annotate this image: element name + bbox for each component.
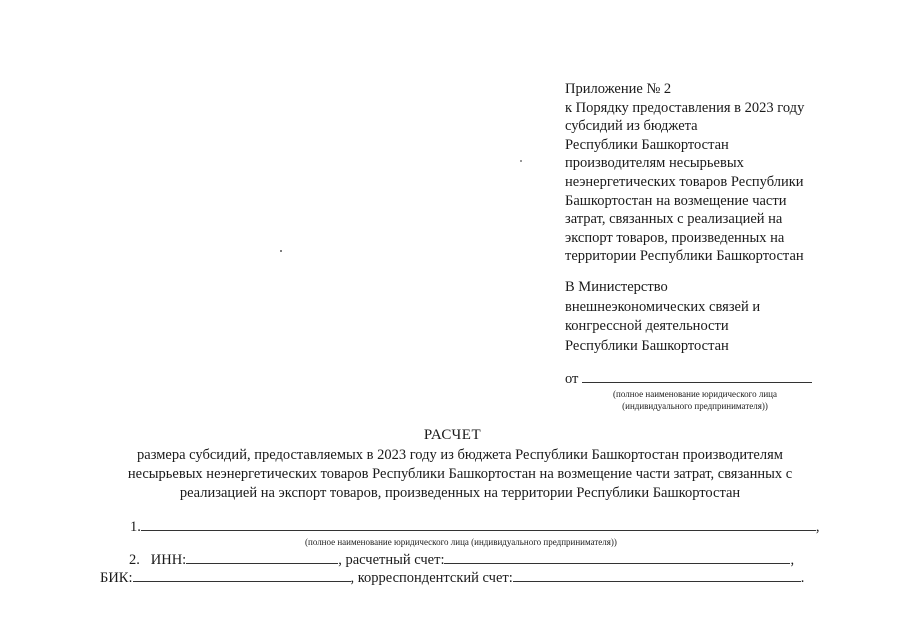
corr-account-label: , корреспондентский счет: [350,570,513,586]
from-label: от [565,371,579,387]
annex-line: Башкортостан на возмещение части [565,192,787,209]
scan-speck [520,160,522,162]
annex-line: производителям несырьевых [565,155,744,172]
annex-line: экспорт товаров, произведенных на [565,229,785,246]
annex-line: Приложение № 2 [565,81,672,97]
from-row [565,368,812,388]
punctuation: . [800,570,805,586]
annex-line: Республики Башкортостан [565,136,729,153]
annex-line: субсидий из бюджета [565,118,698,135]
account-label: , расчетный счет: [338,552,445,568]
annex-line: к Порядку предоставления в 2023 году [565,99,805,116]
company-name-hint: (полное наименование юридического лица (индивидуального предпринимателя)) [305,537,617,547]
from-hint-line: (полное наименование юридического лица [613,389,777,399]
annex-header [565,80,825,266]
bik-blank[interactable] [133,568,351,582]
bik-label: БИК: [100,570,133,586]
scan-speck [280,250,282,252]
field-row-name [130,517,820,536]
field-row-inn [129,550,794,569]
annex-line: неэнергетических товаров Республики [565,173,804,190]
description-line: размера субсидий, предоставляемых в 2023 году из бюджета Республики Башкортостан производителям [137,447,783,463]
description-line: реализацией на экспорт товаров, произведенных на территории Республики Башкортостан [179,485,741,501]
item-number: 2. [129,552,140,568]
inn-label: ИНН: [150,552,187,568]
description-line: несырьевых неэнергетических товаров Республики Башкортостан на возмещение части затрат, связанных с [127,466,793,482]
annex-line: территории Республики Башкортостан [565,248,804,265]
addressee-line: конгрессной деятельности [565,318,729,334]
field-row-bik [100,568,804,587]
from-hint [590,388,800,412]
corr-account-blank[interactable] [513,568,801,582]
company-name-blank[interactable] [141,517,816,531]
account-blank[interactable] [444,550,790,564]
document-description [95,446,825,503]
addressee-line: Республики Башкортостан [565,337,729,354]
punctuation: , [815,519,820,535]
punctuation: , [790,552,795,568]
addressee-block [565,278,825,356]
document-title: РАСЧЕТ [423,427,482,443]
from-hint-line: (индивидуального предпринимателя)) [622,401,768,411]
addressee-line: В Министерство [565,279,668,295]
from-blank-line[interactable] [582,368,812,383]
item-number: 1. [130,519,141,535]
annex-line: затрат, связанных с реализацией на [565,211,783,228]
addressee-line: внешнеэкономических связей и [565,298,761,315]
inn-blank[interactable] [186,550,338,564]
